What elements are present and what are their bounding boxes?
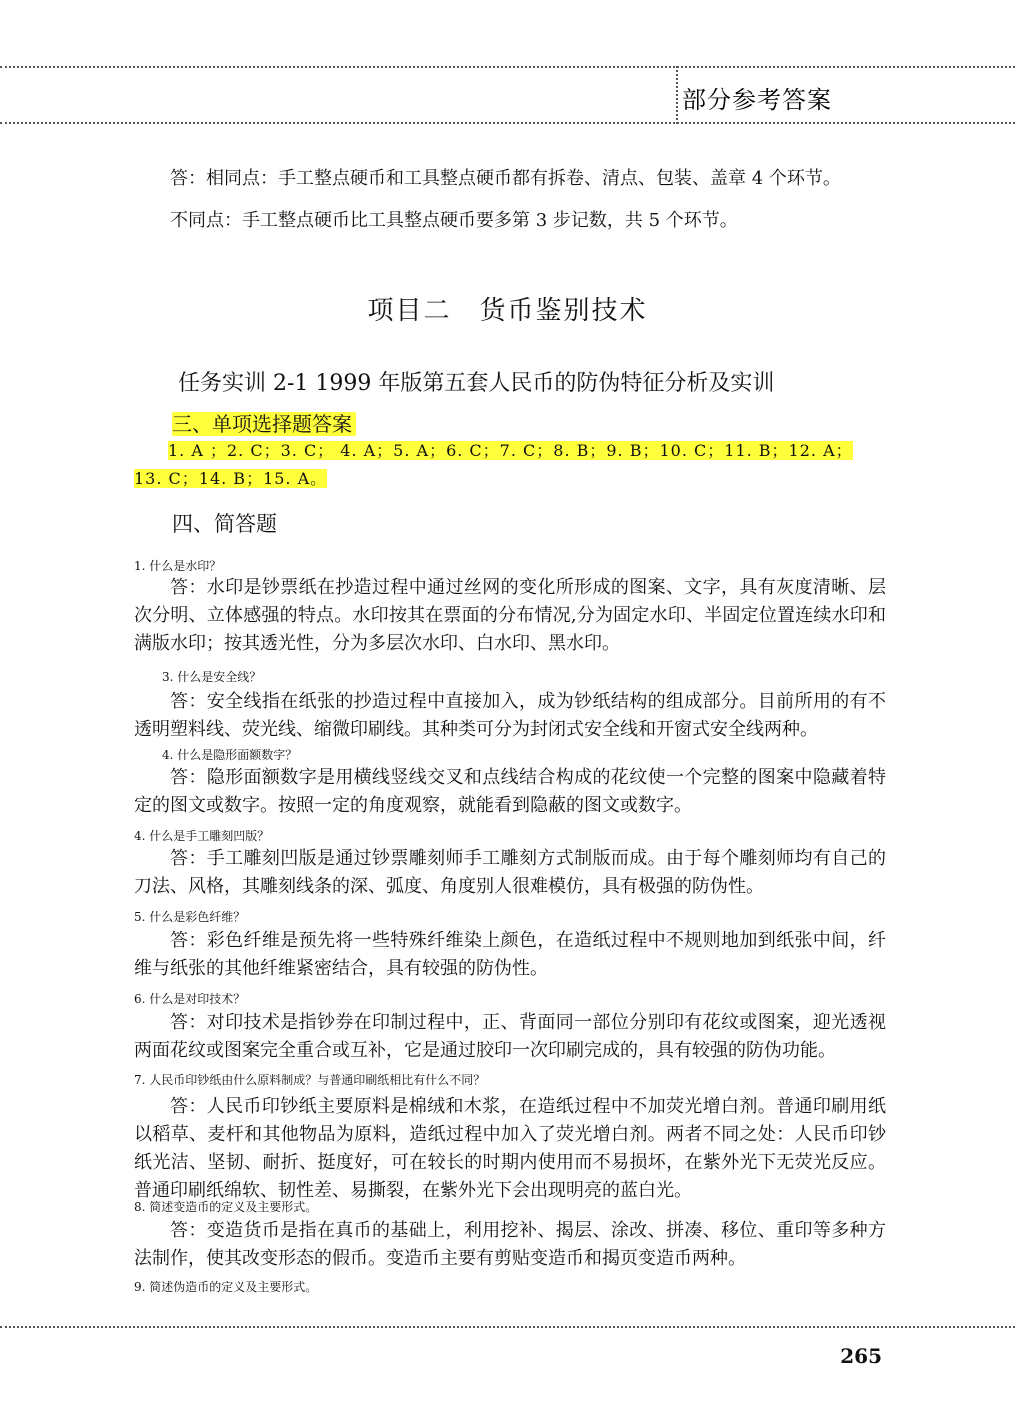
- short-answer-heading: 四、简答题: [172, 512, 277, 536]
- question-4: 4. 什么是手工雕刻凹版？: [134, 829, 270, 843]
- intro-line-1: 答：相同点：手工整点硬币和工具整点硬币都有拆卷、清点、包装、盖章 4 个环节。: [170, 168, 841, 189]
- choice-answers-line-2: 13. C；14. B；15. A。: [134, 469, 328, 488]
- task-title: 任务实训 2-1 1999 年版第五套人民币的防伪特征分析及实训: [178, 371, 775, 396]
- page-number: 265: [840, 1344, 882, 1368]
- question-3: 4. 什么是隐形面额数字？: [162, 748, 298, 762]
- intro-line-2: 不同点：手工整点硬币比工具整点硬币要多第 3 步记数，共 5 个环节。: [170, 210, 738, 231]
- question-8: 8. 简述变造币的定义及主要形式。: [134, 1200, 318, 1214]
- answer-7: 答：人民币印钞纸主要原料是棉绒和木浆，在造纸过程中不加荧光增白剂。普通印刷用纸以稻草、麦杆和其他物品为原料，造纸过程中加入了荧光增白剂。两者不同之处：人民币印钞纸光洁、坚韧、耐折、挺度好，可在较长的时期内使用而不易损坏，在紫外光下无荧光反应。普通印刷纸绵软、韧性差、易撕裂，在紫外光下会出现明亮的蓝白光。: [134, 1096, 886, 1201]
- answer-6: 答：对印技术是指钞券在印制过程中，正、背面同一部位分别印有花纹或图案，迎光透视两面花纹或图案完全重合或互补，它是通过胶印一次印刷完成的，具有较强的防伪功能。: [134, 1012, 886, 1061]
- header-bottom-rule: [0, 122, 1015, 124]
- answer-4: 答：手工雕刻凹版是通过钞票雕刻师手工雕刻方式制版而成。由于每个雕刻师均有自己的刀法、风格，其雕刻线条的深、弧度、角度别人很难模仿，具有极强的防伪性。: [134, 848, 886, 897]
- question-5: 5. 什么是彩色纤维？: [134, 910, 246, 924]
- answer-2: 答：安全线指在纸张的抄造过程中直接加入，成为钞纸结构的组成部分。目前所用的有不透明塑料线、荧光线、缩微印刷线。其种类可分为封闭式安全线和开窗式安全线两种。: [134, 691, 886, 740]
- choice-heading: [172, 408, 356, 437]
- header-title: 部分参考答案: [682, 86, 832, 114]
- choice-answers-line-1: 1. A ；2. C；3. C； 4. A；5. A；6. C；7. C；8. B；9. B；10. C；11. B；12. A；: [168, 441, 853, 460]
- answer-3: 答：隐形面额数字是用横线竖线交叉和点线结合构成的花纹使一个完整的图案中隐藏着特定的图文或数字。按照一定的角度观察，就能看到隐蔽的图文或数字。: [134, 767, 886, 816]
- question-9: 9. 简述伪造币的定义及主要形式。: [134, 1280, 318, 1294]
- question-2: 3. 什么是安全线？: [162, 670, 262, 684]
- choice-heading-text: 三、单项选择题答案: [172, 412, 356, 436]
- question-6: 6. 什么是对印技术？: [134, 992, 246, 1006]
- answer-1: 答：水印是钞票纸在抄造过程中通过丝网的变化所形成的图案、文字，具有灰度清晰、层次分明、立体感强的特点。水印按其在票面的分布情况,分为固定水印、半固定位置连续水印和满版水印；按其透光性，分为多层次水印、白水印、黑水印。: [134, 577, 886, 654]
- header-top-rule: [0, 66, 1015, 68]
- answer-8: 答：变造货币是指在真币的基础上，利用挖补、揭层、涂改、拼凑、移位、重印等多种方法制作，使其改变形态的假币。变造币主要有剪贴变造币和揭页变造币两种。: [134, 1220, 886, 1269]
- question-1: 1. 什么是水印？: [134, 559, 222, 573]
- answer-5: 答：彩色纤维是预先将一些特殊纤维染上颜色，在造纸过程中不规则地加到纸张中间，纤维与纸张的其他纤维紧密结合，具有较强的防伪性。: [134, 930, 886, 979]
- section-title: 项目二 货币鉴别技术: [367, 296, 648, 326]
- footer-rule: [0, 1326, 1015, 1328]
- question-7: 7. 人民币印钞纸由什么原料制成？与普通印刷纸相比有什么不同？: [134, 1073, 486, 1087]
- header-divider: [676, 66, 678, 124]
